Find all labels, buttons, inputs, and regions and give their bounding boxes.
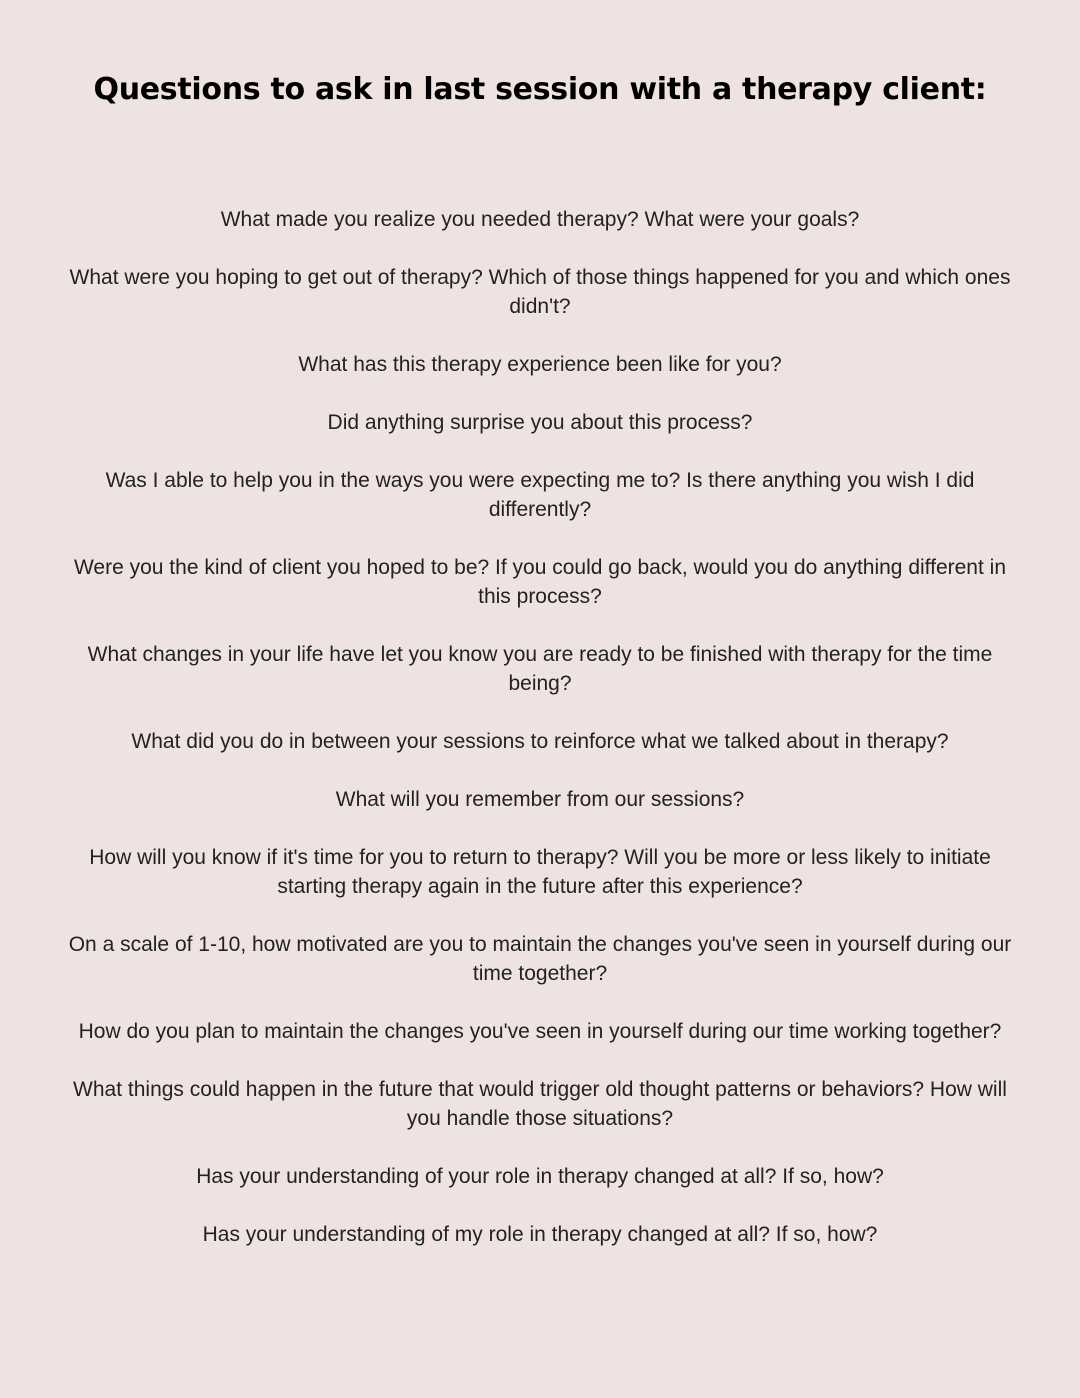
question-item: What things could happen in the future that would trigger old thought patterns or behaviors? How will you handle those situations? [73, 1078, 1007, 1130]
question-item: Was I able to help you in the ways you were expecting me to? Is there anything you wish I did differently? [105, 469, 975, 521]
question-item: What did you do in between your sessions to reinforce what we talked about in therapy? [131, 730, 949, 753]
question-list [0, 205, 1080, 1278]
question-item: What changes in your life have let you know you are ready to be finished with therapy for the time being? [87, 643, 993, 695]
page-title: Questions to ask in last session with a therapy client: [93, 72, 987, 107]
question-item: What made you realize you needed therapy? What were your goals? [220, 208, 860, 231]
question-item: How will you know if it's time for you to return to therapy? Will you be more or less likely to initiate starting therapy again in the future after this experience? [89, 846, 991, 898]
question-item: Were you the kind of client you hoped to be? If you could go back, would you do anything different in this process? [73, 556, 1006, 608]
question-item: Did anything surprise you about this process? [327, 411, 753, 434]
question-item: What were you hoping to get out of therapy? Which of those things happened for you and which ones didn't? [69, 266, 1011, 318]
question-item: Has your understanding of my role in therapy changed at all? If so, how? [202, 1223, 878, 1246]
question-item: What has this therapy experience been like for you? [298, 353, 782, 376]
question-item: How do you plan to maintain the changes you've seen in yourself during our time working together? [78, 1020, 1002, 1043]
question-item: Has your understanding of your role in therapy changed at all? If so, how? [196, 1165, 884, 1188]
question-item: What will you remember from our sessions? [335, 788, 745, 811]
question-item: On a scale of 1-10, how motivated are you to maintain the changes you've seen in yourself during our time together? [68, 933, 1012, 985]
